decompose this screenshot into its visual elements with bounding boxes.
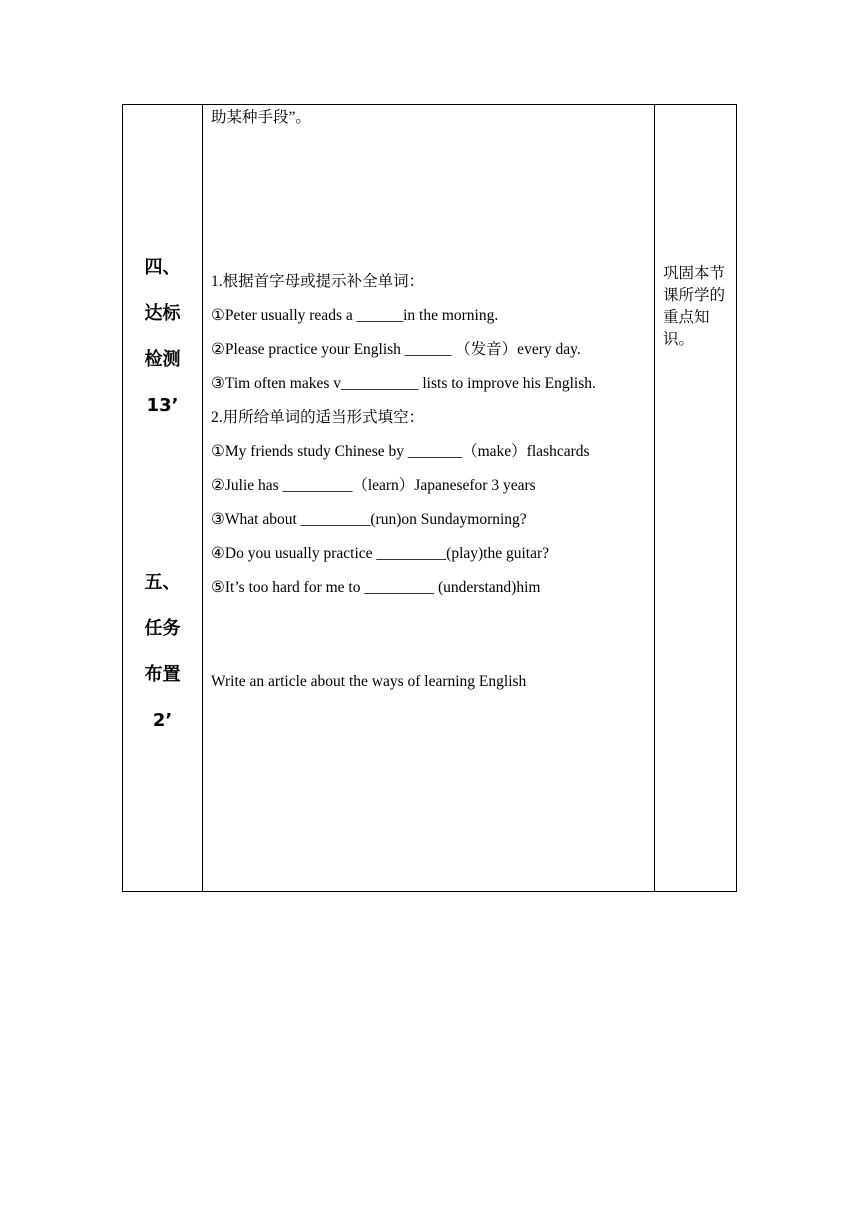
section-title-line: 五、 — [144, 572, 181, 593]
homework-assignment: Write an article about the ways of learning English — [211, 673, 527, 690]
exercise-line: ⑤It’s too hard for me to _________ (understand)him — [211, 579, 541, 596]
exercise-line: ②Please practice your English ______ （发音）every day. — [211, 341, 581, 358]
exercise-line: ①My friends study Chinese by _______（make）flashcards — [211, 443, 590, 460]
exercise-line: 2.用所给单词的适当形式填空： — [211, 409, 425, 426]
section-title-line: 检测 — [144, 349, 181, 370]
exercise-list — [211, 265, 651, 605]
section-title-line: 任务 — [144, 618, 181, 639]
section-title-line: 13’ — [146, 395, 179, 416]
section-title-line: 达标 — [144, 303, 181, 324]
section-title-line: 四、 — [144, 257, 181, 278]
continued-text: 助某种手段”。 — [211, 109, 311, 126]
exercise-line: ③What about _________(run)on Sundaymorning? — [211, 511, 527, 528]
section-title-homework — [123, 560, 202, 744]
column-divider-left — [202, 105, 203, 891]
exercise-line: ①Peter usually reads a ______in the morning. — [211, 307, 499, 324]
section-title-line: 2’ — [152, 710, 173, 731]
exercise-line: ③Tim often makes v__________ lists to improve his English. — [211, 375, 596, 392]
exercise-line: ④Do you usually practice _________(play)the guitar? — [211, 545, 550, 562]
section-title-practice — [123, 245, 202, 429]
exercise-line: ②Julie has _________（learn）Japanesefor 3 years — [211, 477, 536, 494]
exercise-line: 1.根据首字母或提示补全单词： — [211, 273, 425, 290]
teaching-remark: 巩固本节课所学的重点知识。 — [663, 265, 726, 348]
lesson-plan-table — [122, 104, 737, 892]
column-divider-right — [654, 105, 655, 891]
section-title-line: 布置 — [144, 664, 181, 685]
